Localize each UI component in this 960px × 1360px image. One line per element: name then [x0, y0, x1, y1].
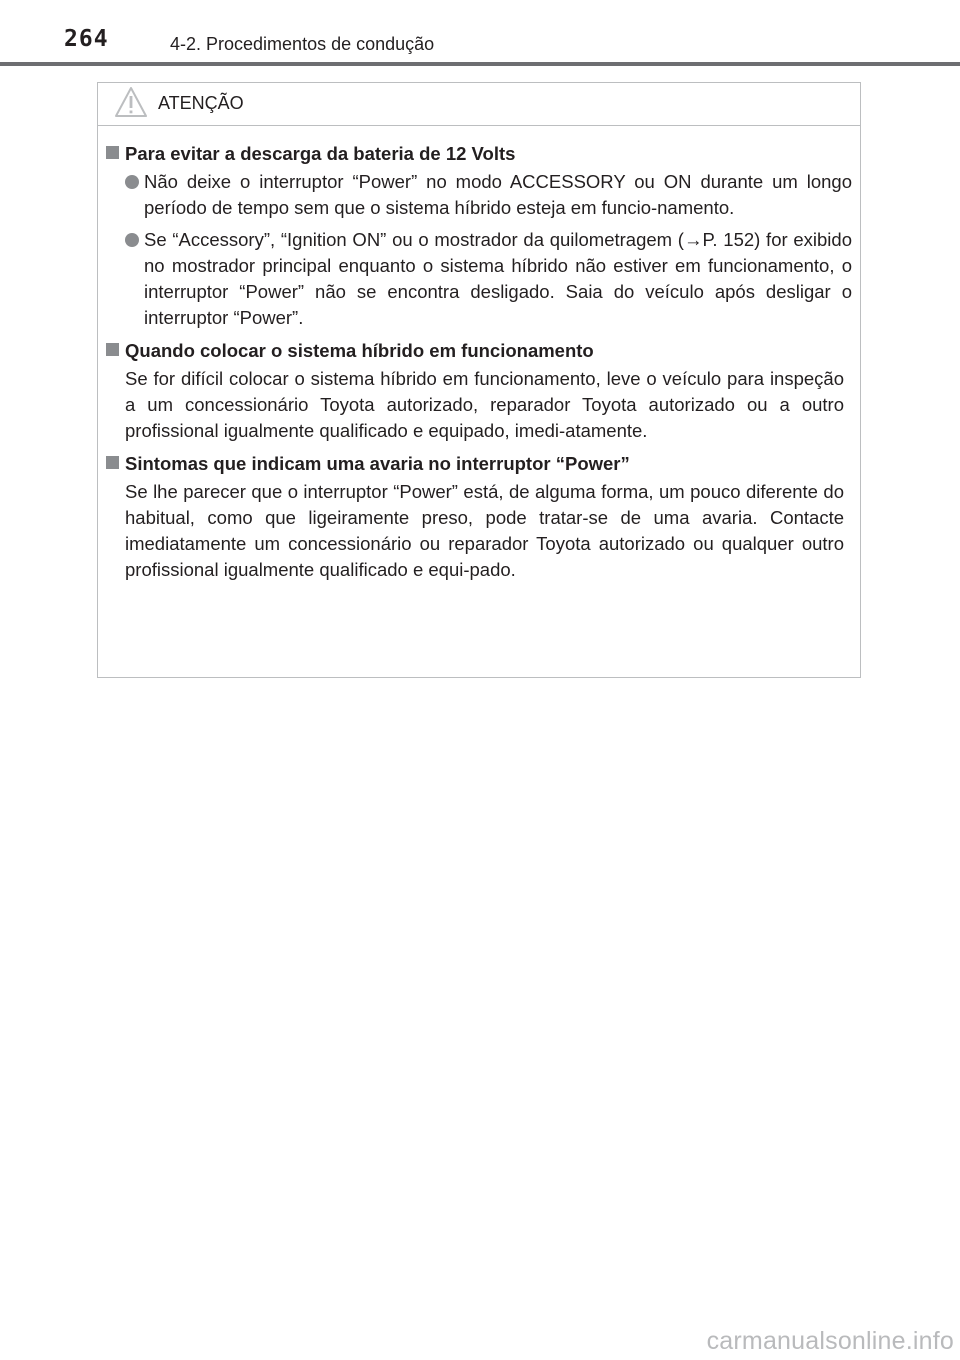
section-heading-text: Quando colocar o sistema híbrido em funcionamento	[125, 340, 594, 361]
section-title: 4-2. Procedimentos de condução	[170, 34, 435, 54]
square-bullet-icon	[106, 343, 119, 356]
watermark: carmanualsonline.info	[706, 1327, 954, 1355]
section-starting-hybrid	[98, 337, 860, 444]
round-bullet-icon	[125, 175, 139, 189]
section-power-switch-malfunction	[98, 450, 860, 583]
square-bullet-icon	[106, 146, 119, 159]
list-item-text: Se “Accessory”, “Ignition ON” ou o mostrador da quilometragem (→P. 152) for exibido no mostrador principal enquanto o sistema híbrido não estiver em funcionamento, o interruptor “Power” não se encontra desligado. Saia do veículo após desligar o interruptor “Power”.	[144, 229, 852, 328]
round-bullet-icon	[125, 233, 139, 247]
header-divider	[0, 62, 960, 66]
page-number: 264	[64, 26, 109, 52]
page-header	[0, 0, 960, 60]
warning-triangle-icon	[114, 86, 148, 118]
section-heading	[98, 337, 860, 364]
warning-box	[97, 82, 861, 678]
list-item	[98, 169, 860, 221]
section-paragraph: Se lhe parecer que o interruptor “Power” está, de alguma forma, um pouco diferente do habitual, como que ligeiramente preso, pode tratar-se de uma avaria. Contacte imediatamente um concessionário ou reparador Toyota autorizado ou qualquer outro profissional igualmente qualificado e equi-pado.	[125, 481, 844, 580]
section-paragraph: Se for difícil colocar o sistema híbrido em funcionamento, leve o veículo para inspeção a um concessionário Toyota autorizado, reparador Toyota autorizado ou a outro profissional igualmente qualificado e equipado, imedi-atamente.	[125, 368, 844, 441]
section-heading-text: Para evitar a descarga da bateria de 12 Volts	[125, 143, 516, 164]
section-heading-text: Sintomas que indicam uma avaria no interruptor “Power”	[125, 453, 630, 474]
list-item-text: Não deixe o interruptor “Power” no modo ACCESSORY ou ON durante um longo período de tempo sem que o sistema híbrido esteja em funcio-namento.	[144, 171, 852, 218]
warning-header	[98, 83, 860, 126]
section-heading	[98, 450, 860, 477]
section-heading	[98, 140, 860, 167]
warning-label: ATENÇÃO	[158, 93, 244, 113]
section-battery-discharge	[98, 140, 860, 331]
warning-content	[98, 140, 860, 589]
list-item	[98, 227, 860, 331]
square-bullet-icon	[106, 456, 119, 469]
